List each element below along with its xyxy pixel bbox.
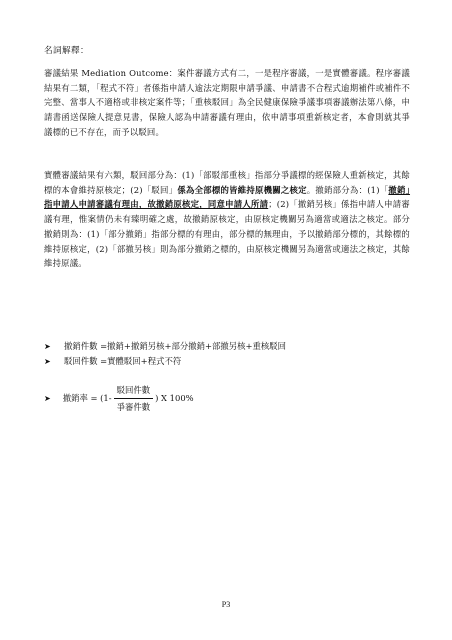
paragraph-substantive-review	[44, 168, 410, 271]
paragraph-text: 實體審議結果有六類，駁回部分為：(1)「部駁部重核」指部分爭議標的經保險人重新核定，其餘標的本會維持原核定；(2)「駁回」	[44, 170, 410, 195]
arrow-bullet-icon: ➤	[44, 393, 51, 403]
list-item	[44, 339, 410, 354]
formula-fraction	[114, 384, 154, 413]
paragraph-procedural-review: 審議結果 Mediation Outcome：案件審議方式有二，一是程序審議，一是實體審議。程序審議結果有二類，「程式不符」者係指申請人逾法定期限申請爭議、申請書不合程式逾期補件或補件不完整、當事人不適格或非核定案件等；「重核駁回」為全民健康保險爭議事項審議辦法第八條，申請書函送保險人提意見書，保險人認為申請審議有理由，依申請事項重新核定者，本會則就其爭議標的已不存在，而予以駁回。	[44, 68, 410, 137]
definition-list	[44, 339, 410, 369]
formula-denominator: 爭審件數	[116, 401, 151, 412]
paragraph-text: ；(2)「撤銷另核」係指申請人申請審議有理，惟案情仍未有臻明確之處，故撤銷原核定，由原核定機關另為適當或適法之核定。部分撤銷則為：(1)「部分撤銷」指部分標的有理由，部分標的無理由，予以撤銷部分標的，其餘標的維持原核定，(2)「部撤另核」則為部分撤銷之標的，由原核定機關另為適當或適法之核定，其餘維持原議。	[44, 199, 410, 269]
page-number: P3	[221, 600, 231, 609]
formula-lhs: 撤銷率 = (1-	[62, 393, 112, 403]
section-heading: 名詞解釋：	[44, 46, 89, 56]
paragraph-text: 。撤銷部分為：(1)「	[306, 184, 389, 195]
list-item-text: 撤銷件數 =撤銷+撤銷另核+部分撤銷+部撤另核+重核駁回	[64, 341, 286, 351]
bold-text: 係為全部標的皆維持原機關之核定	[177, 184, 307, 195]
formula-rhs: ) X 100%	[155, 393, 194, 403]
list-item	[44, 354, 410, 369]
list-item-text: 駁回件數 =實體駁回+程式不符	[64, 356, 182, 366]
formula-numerator: 駁回件數	[114, 384, 154, 399]
revocation-rate-formula	[44, 380, 194, 416]
bold-underlined-text: 撤銷」指申請人申請審議有理由，故撤銷原核定，同意申請人所請	[44, 184, 411, 210]
arrow-bullet-icon: ➤	[44, 342, 51, 351]
arrow-bullet-icon: ➤	[44, 357, 51, 366]
